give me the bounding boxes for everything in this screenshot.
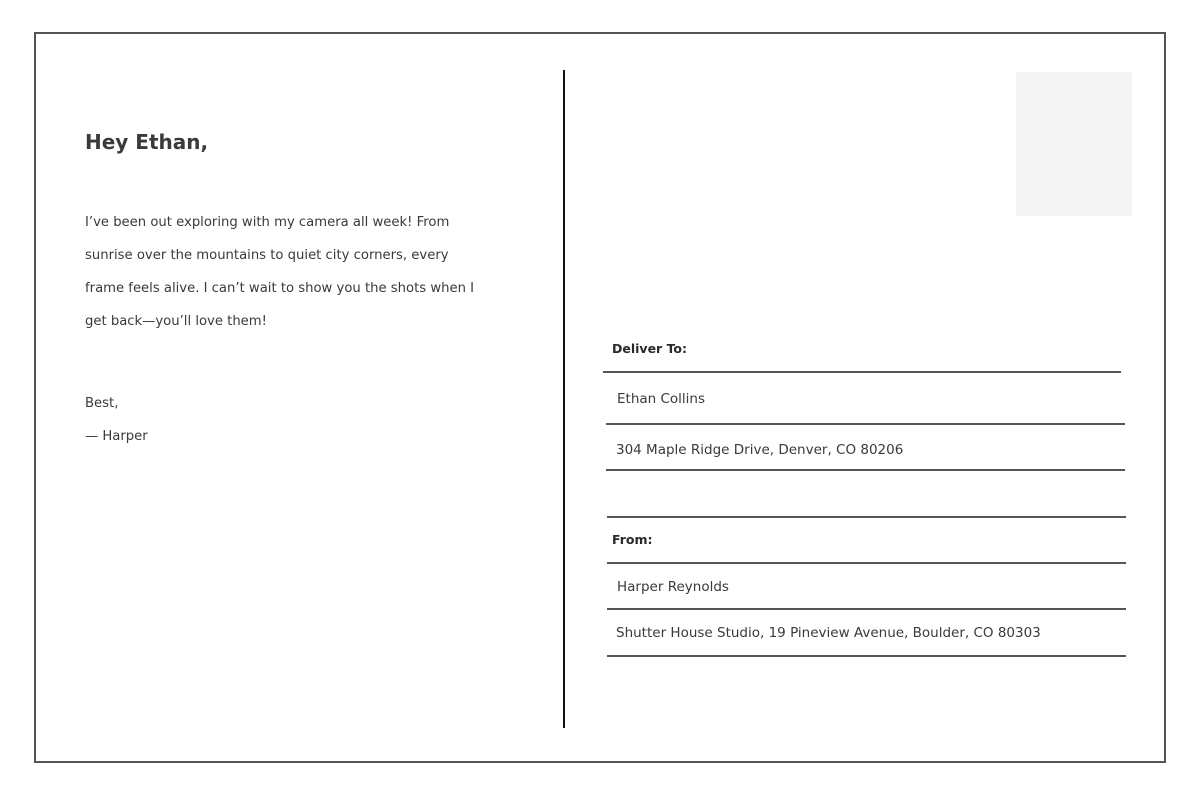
recipient-name: Ethan Collins <box>617 391 706 407</box>
message-line: sunrise over the mountains to quiet city corners, every <box>85 248 449 263</box>
address-rule <box>606 423 1125 425</box>
address-rule <box>607 608 1126 610</box>
greeting: Hey Ethan, <box>85 130 209 154</box>
stamp-placeholder <box>1016 72 1132 216</box>
signature: — Harper <box>85 429 148 444</box>
address-rule <box>606 469 1125 471</box>
deliver-to-label: Deliver To: <box>612 341 688 356</box>
address-rule <box>603 371 1121 373</box>
address-rule <box>607 562 1126 564</box>
center-divider <box>563 70 565 728</box>
address-rule <box>607 516 1126 518</box>
address-rule <box>607 655 1126 657</box>
sender-address: Shutter House Studio, 19 Pineview Avenue, Boulder, CO 80303 <box>616 625 1041 641</box>
closing: Best, <box>85 396 119 411</box>
recipient-address: 304 Maple Ridge Drive, Denver, CO 80206 <box>616 442 904 458</box>
sender-name: Harper Reynolds <box>617 579 729 595</box>
from-label: From: <box>612 532 653 547</box>
message-line: I’ve been out exploring with my camera all week! From <box>85 215 450 230</box>
message-line: frame feels alive. I can’t wait to show you the shots when I <box>85 281 475 296</box>
message-line: get back—you’ll love them! <box>85 314 267 329</box>
